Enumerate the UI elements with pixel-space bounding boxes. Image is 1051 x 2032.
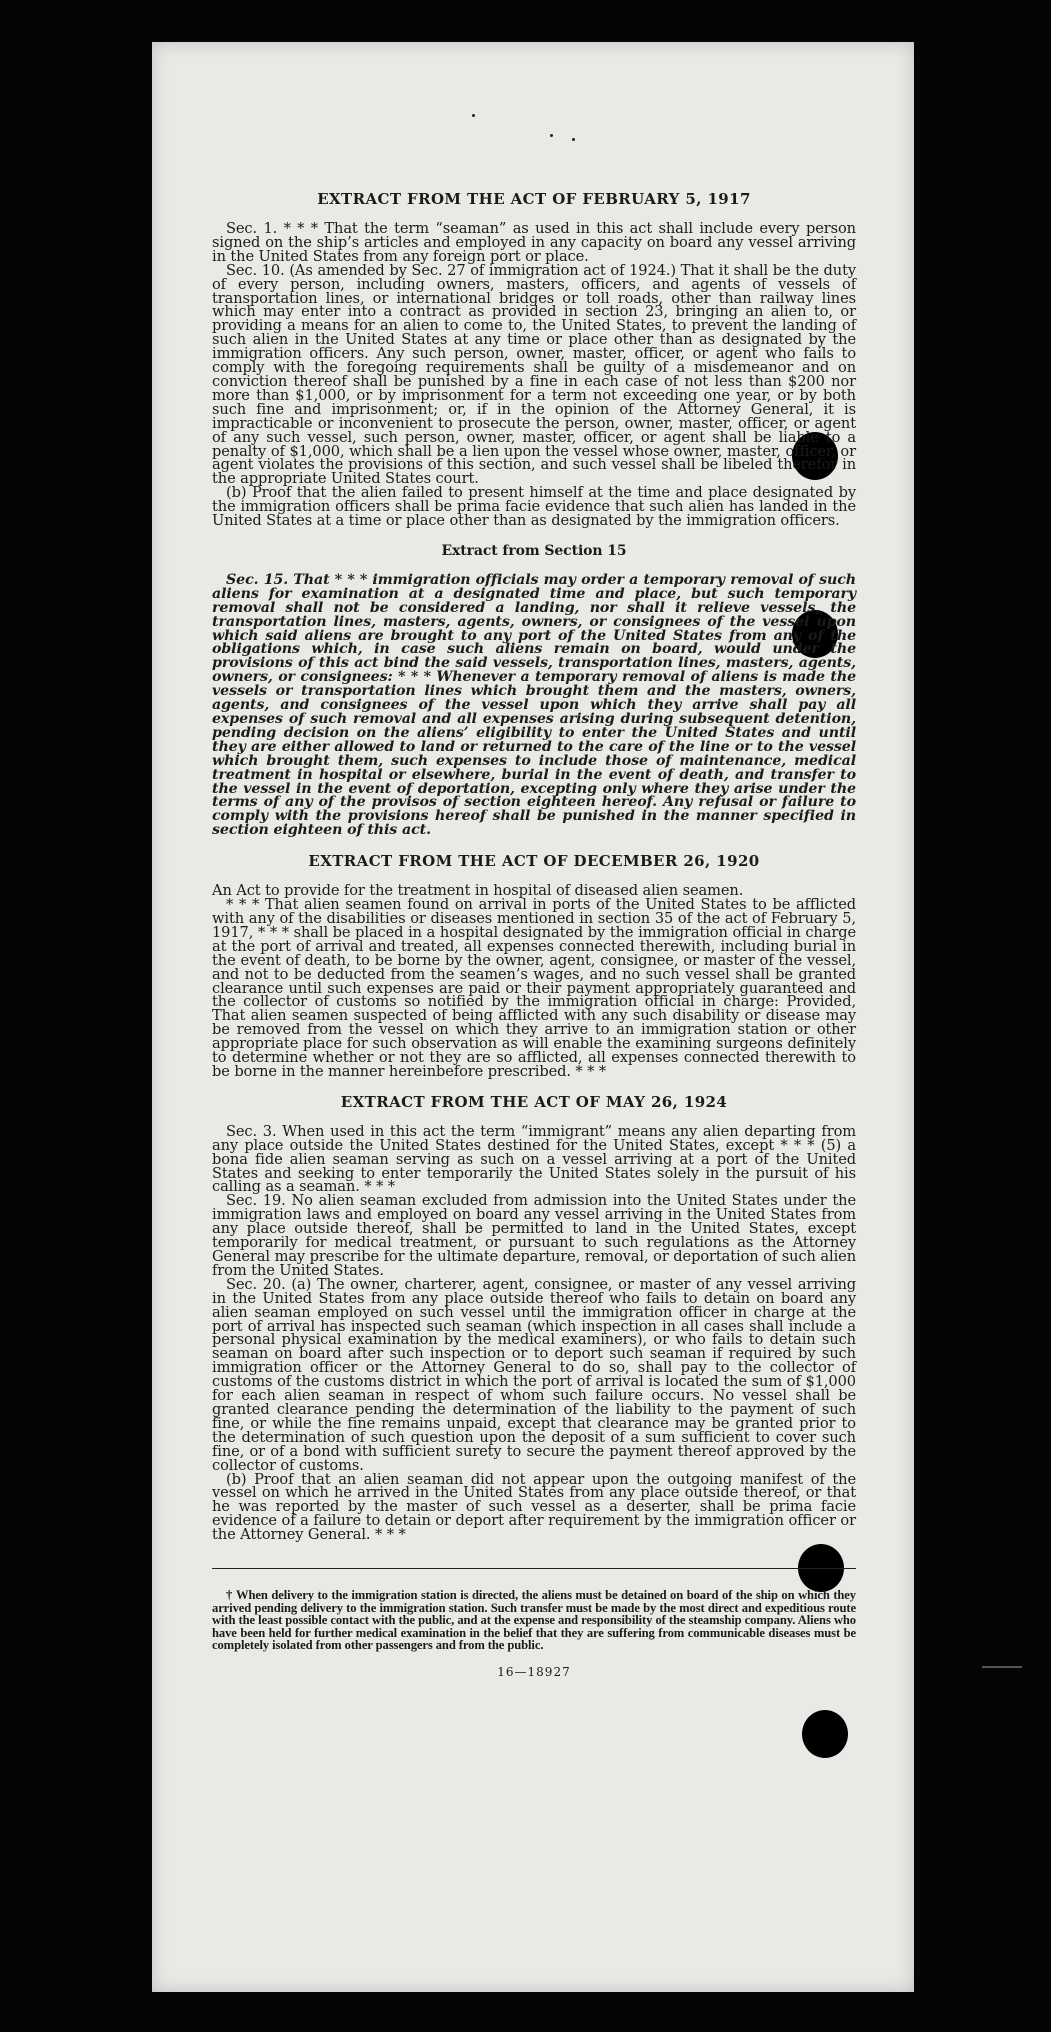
- paragraph-sec-1: Sec. 1. * * * That the term “seaman” as used in this act shall include every person signed on the ship’s articles and employed in any capacity on board any vessel arriving in the United States from any foreign port or place.: [212, 220, 856, 265]
- punch-hole: [802, 1710, 848, 1758]
- paragraph-sec-19: Sec. 19. No alien seaman excluded from admission into the United States under the immigration laws and employed on board any vessel arriving in the United States from any place outside thereof, shall be permitted to land in the United States, except temporarily for medical treatment, or pursuant to such regulations as the Attorney General may prescribe for the ultimate departure, removal, or deportation of such alien from the United States.: [212, 1192, 856, 1279]
- paragraph-sec-3: Sec. 3. When used in this act the term “immigrant” means any alien departing from any place outside the United States destined for the United States, except * * * (5) a bona fide alien seaman serving as such on a vessel arriving at a port of the United States and seeking to enter temporarily the United States solely in the pursuit of his calling as a seaman. * * *: [212, 1122, 856, 1196]
- heading-act-1924: EXTRACT FROM THE ACT OF MAY 26, 1924: [340, 1092, 728, 1111]
- scan-speck: [550, 134, 553, 137]
- heading-act-1920: EXTRACT FROM THE ACT OF DECEMBER 26, 1920: [308, 852, 760, 871]
- paragraph-1920-title: An Act to provide for the treatment in hospital of diseased alien seamen.: [212, 882, 744, 900]
- paragraph-sec-10: Sec. 10. (As amended by Sec. 27 of immigration act of 1924.) That it shall be the duty of every person, including owners, masters, officers, and agents of vessels of transportation lines, or international bridges or toll roads, other than railway lines which may enter into a contract as provided in section 23, bringing an alien to, or providing a means for an alien to come to, the United States, to prevent the landing of such alien in the United States at any time or place other than as designated by the immigration officers. Any such person, owner, master, officer, or agent who fails to comply with the foregoing requirements shall be guilty of a misdemeanor and on conviction thereof shall be punished by a fine in each case of not less than $200 nor more than $1,000, or by imprisonment for a term not exceeding one year, or by both such fine and imprisonment; or, if in the opinion of the Attorney General, it is impracticable or inconvenient to prosecute the person, owner, master, officer, or agent of any such vessel, such person, owner, master, officer, or agent shall be liable to a penalty of $1,000, which shall be a lien upon the vessel whose owner, master, officer, or agent violates the provisions of this section, and such vessel shall be libeled therefor in the appropriate United States court.: [212, 261, 856, 488]
- paragraph-sec-15: Sec. 15. That * * * immigration officials may order a temporary removal of such aliens for examination at a designated time and place, but such temporary removal shall not be considered a landing, nor shall it relieve vessels, the transportation lines, masters, agents, owners, or consignees of the vessel upon which said aliens are brought to any port of the United States from any of the obligations which, in case such aliens remain on board, would under the provisions of this act bind the said vessels, transportation lines, masters, agents, owners, or consignees: * * * Whenever a temporary removal of aliens is made the vessels or transportation lines which brought them and the masters, owners, agents, and consignees of the vessel upon which they arrive shall pay all expenses of such removal and all expenses arising during subsequent detention, pending decision on the aliens’ eligibility to enter the United States and until they are either allowed to land or returned to the care of the line or to the vessel which brought them, such expenses to include those of maintenance, medical treatment in hospital or elsewhere, burial in the event of death, and transfer to the vessel in the event of deportation, excepting only where they arise under the terms of any of the provisos of section eighteen hereof. Any refusal or failure to comply with the provisions hereof shall be punished in the manner specified in section eighteen of this act.: [212, 571, 856, 839]
- heading-act-1917: EXTRACT FROM THE ACT OF FEBRUARY 5, 1917: [317, 190, 751, 208]
- footnote-divider: [212, 1568, 856, 1569]
- document-body: [212, 190, 856, 1680]
- paragraph-sec-20b: (b) Proof that an alien seaman did not appear upon the outgoing manifest of the vessel on which he arrived in the United States from any place outside thereof, or that he was reported by the master of such vessel as a deserter, shall be prima facie evidence of a failure to detain or deport after requirement by the immigration officer or the Attorney General. * * *: [212, 1470, 856, 1544]
- scan-speck: [572, 138, 575, 141]
- document-page: [152, 42, 914, 1992]
- footnote: † When delivery to the immigration station is directed, the aliens must be detained on board of the ship on which they arrived pending delivery to the immigration station. Such transfer must be made by the most direct and expeditious route with the least possible contact with the public, and at the expense and responsibility of the steamship company. Aliens who have been held for further medical examination in the belief that they are suffering from communicable diseases must be completely isolated from other passengers and from the public.: [212, 1588, 856, 1653]
- paragraph-sec-20a: Sec. 20. (a) The owner, charterer, agent, consignee, or master of any vessel arriving in the United States from any place outside thereof who fails to detain on board any alien seaman employed on such vessel until the immigration officer in charge at the port of arrival has inspected such seaman (which inspection in all cases shall include a personal physical examination by the medical examiners), or who fails to detain such seaman on board after such inspection or to deport such seaman if required by such immigration officer or the Attorney General to do so, shall pay to the collector of customs of the customs district in which the port of arrival is located the sum of $1,000 for each alien seaman in respect of whom such failure occurs. No vessel shall be granted clearance pending the determination of the liability to the payment of such fine, or while the fine remains unpaid, except that clearance may be granted prior to the determination of such question upon the deposit of a sum sufficient to cover such fine, or of a bond with sufficient surety to secure the payment thereof approved by the collector of customs.: [212, 1275, 856, 1474]
- paragraph-1920-body: * * * That alien seamen found on arrival in ports of the United States to be afflicted with any of the disabilities or diseases mentioned in section 35 of the act of February 5, 1917, * * * shall be placed in a hospital designated by the immigration official in charge at the port of arrival and treated, all expenses connected therewith, including burial in the event of death, to be borne by the owner, agent, consignee, or master of the vessel, and not to be deducted from the seamen’s wages, and no such vessel shall be granted clearance until such expenses are paid or their payment appropriately guaranteed and the collector of customs so notified by the immigration official in charge: Provided, That alien seamen suspected of being afflicted with any such disability or disease may be removed from the vessel on which they arrive to an immigration station or other appropriate place for such observation as will enable the examining surgeons definitely to determine whether or not they are so afflicted, all expenses connected therewith to be borne in the manner hereinbefore prescribed. * * *: [212, 896, 856, 1080]
- subheading-section-15: Extract from Section 15: [441, 542, 627, 559]
- scan-edge-mark: [982, 1666, 1022, 1668]
- scan-speck: [472, 114, 475, 117]
- paragraph-sec-10b: (b) Proof that the alien failed to present himself at the time and place designated by the immigration officers shall be prima facie evidence that such alien has landed in the United States at a time or place other than as designated by the immigration officers.: [212, 484, 856, 530]
- page-code: 16—18927: [497, 1665, 571, 1679]
